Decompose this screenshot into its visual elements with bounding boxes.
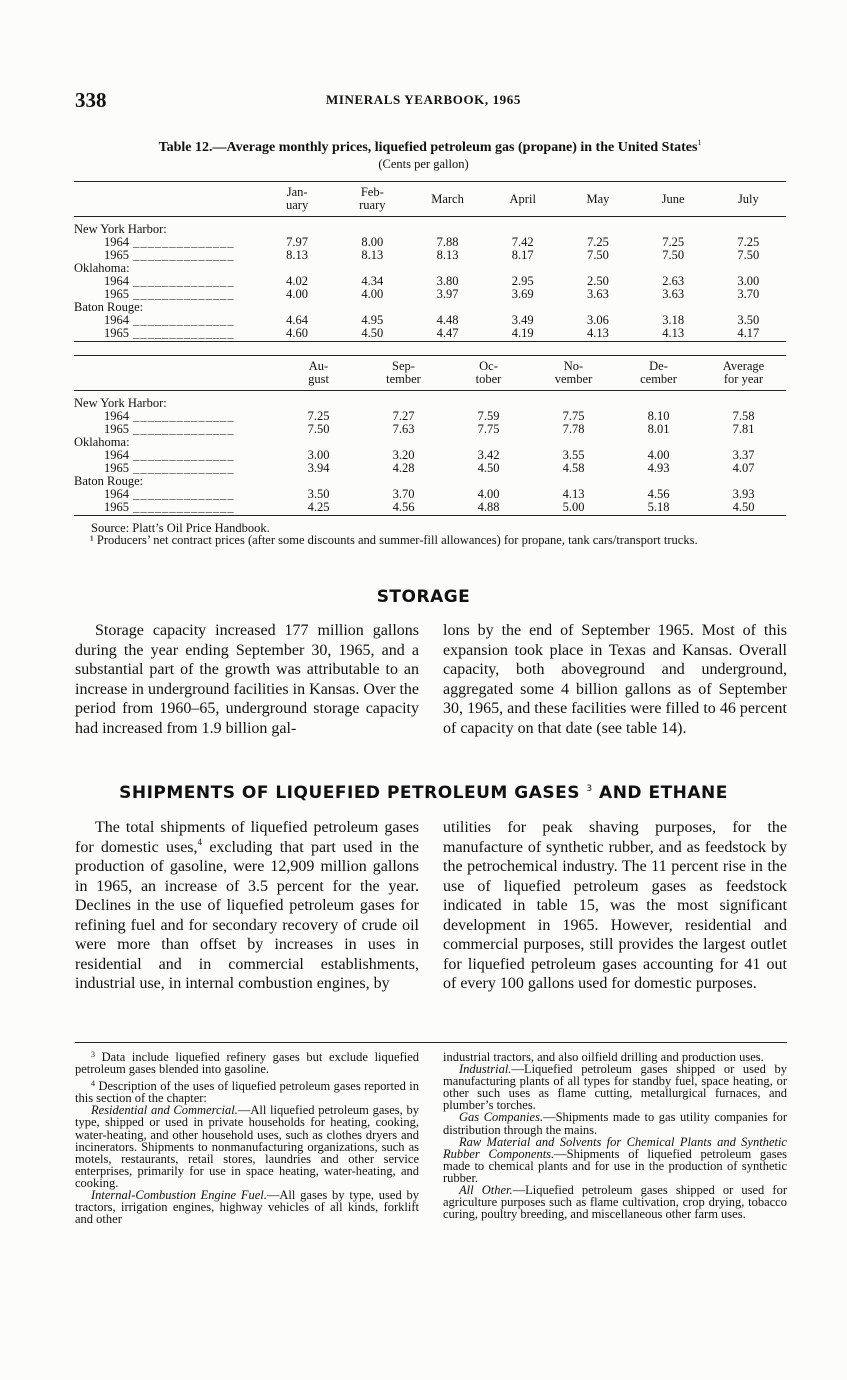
shipments-heading-text: SHIPMENTS OF LIQUEFIED PETROLEUM GASES	[119, 783, 580, 803]
footnote-4-text: Description of the uses of liquefied petroleum gases reported in this section of the chapter:	[75, 1079, 419, 1106]
value-cell: 4.13	[636, 327, 711, 342]
value-cell: 4.95	[361, 313, 384, 327]
year-label: 1964	[104, 448, 129, 462]
value-cell: 8.17	[511, 248, 534, 262]
value-cell: 3.00	[307, 448, 330, 462]
column-header	[276, 356, 361, 391]
value-cell: 4.56	[647, 487, 670, 501]
value-cell: 3.80	[436, 274, 459, 288]
value-cell: 7.50	[586, 248, 609, 262]
footnote-industrial	[443, 1063, 787, 1111]
table-row	[74, 327, 786, 342]
column-header	[531, 356, 616, 391]
footnote-raw	[443, 1136, 787, 1184]
column-header-line: March	[431, 191, 464, 206]
column-header	[260, 182, 335, 217]
value-cell: 3.37	[732, 448, 755, 462]
value-cell: 8.13	[361, 248, 384, 262]
leader-dots: ______________	[129, 248, 235, 262]
value-cell: 7.50	[737, 248, 760, 262]
empty-cell	[636, 217, 711, 237]
table-title-text: Table 12.—Average monthly prices, liquefied petroleum gas (propane) in the United States	[158, 140, 698, 155]
leader-dots: ______________	[129, 274, 235, 288]
value-cell: 4.00	[477, 487, 500, 501]
value-cell: 4.34	[361, 274, 384, 288]
value-cell: 3.18	[662, 313, 685, 327]
table-subtitle: (Cents per gallon)	[378, 157, 469, 171]
leader-dots: ______________	[129, 500, 235, 514]
leader-dots: ______________	[129, 313, 235, 327]
column-header-line: June	[661, 191, 685, 206]
shipments-heading	[0, 783, 847, 803]
footnote-4	[75, 1080, 419, 1104]
value-cell: 7.25	[737, 235, 760, 249]
shipments-note-4: 4	[197, 836, 203, 847]
column-header-line: cember	[640, 372, 677, 386]
value-cell: 3.20	[392, 448, 415, 462]
value-cell: 3.63	[586, 287, 609, 301]
value-cell: 3.50	[307, 487, 330, 501]
leader-dots: ______________	[129, 235, 235, 249]
value-cell: 2.63	[662, 274, 685, 288]
column-header-line: ruary	[359, 198, 386, 212]
empty-cell	[616, 391, 701, 411]
column-header-line: uary	[286, 198, 309, 212]
group-label: Oklahoma:	[74, 435, 130, 449]
column-header	[616, 356, 701, 391]
year-label: 1965	[104, 422, 129, 436]
column-header-line: July	[737, 191, 759, 206]
value-cell: 8.13	[286, 248, 309, 262]
column-header	[711, 182, 786, 217]
engine-text: —All gases by type, used by tractors, irrigation engines, highway vehicles of all kinds, forklift and other	[75, 1188, 420, 1227]
value-cell: 4.13	[562, 487, 585, 501]
column-header-line: No-	[563, 359, 584, 373]
shipments-paragraph	[75, 818, 419, 994]
value-cell: 3.69	[511, 287, 534, 301]
year-label: 1965	[104, 326, 129, 340]
value-cell: 7.50	[662, 248, 685, 262]
empty-cell	[711, 217, 786, 237]
table-header-row	[74, 182, 786, 217]
value-cell: 3.94	[307, 461, 330, 475]
column-header-line: Jan-	[286, 185, 308, 199]
value-cell: 4.58	[562, 461, 585, 475]
storage-heading: STORAGE	[376, 587, 471, 607]
value-cell: 4.64	[286, 313, 309, 327]
column-header-line: Feb-	[360, 185, 384, 199]
year-label: 1965	[104, 461, 129, 475]
column-header	[560, 182, 635, 217]
value-cell: 4.00	[286, 287, 309, 301]
table-row	[74, 249, 786, 262]
column-header-line: Sep-	[392, 359, 415, 373]
footnote-3-mark: 3	[91, 1050, 95, 1059]
column-header	[335, 182, 410, 217]
value-cell: 7.97	[286, 235, 309, 249]
footnote-engine	[75, 1189, 419, 1225]
value-cell: 4.60	[260, 327, 335, 342]
footnote-gas	[443, 1111, 787, 1135]
value-cell: 3.06	[586, 313, 609, 327]
value-cell: 3.93	[732, 487, 755, 501]
year-label: 1965	[104, 287, 129, 301]
column-header	[361, 356, 446, 391]
value-cell: 7.63	[392, 422, 415, 436]
stub-header	[74, 182, 260, 217]
footnote-3-text: Data include liquefied refinery gases but exclude liquefied petroleum gases blended into gasoline.	[75, 1050, 419, 1077]
table-header-row	[74, 356, 786, 391]
value-cell: 7.78	[562, 422, 585, 436]
value-cell: 8.10	[647, 409, 670, 423]
value-cell: 7.88	[436, 235, 459, 249]
value-cell: 3.00	[737, 274, 760, 288]
value-cell: 4.56	[361, 501, 446, 516]
value-cell: 3.70	[737, 287, 760, 301]
gas-term: Gas Companies.	[459, 1110, 544, 1125]
column-header-line: vember	[554, 372, 593, 386]
empty-cell	[260, 217, 335, 237]
storage-column-left	[75, 621, 419, 738]
column-header-line: for year	[723, 372, 764, 386]
value-cell: 4.00	[647, 448, 670, 462]
footnotes-column-left	[75, 1051, 419, 1225]
column-header	[701, 356, 786, 391]
value-cell: 4.50	[477, 461, 500, 475]
value-cell: 7.59	[477, 409, 500, 423]
storage-paragraph: Storage capacity increased 177 million gallons during the year ending September 30, 1965, and a substantial part of the growth was attributable to an increase in underground facilities in Kansas. Over the period from 1960–65, underground storage capacity had increased from 1.9 billion gal-	[75, 622, 419, 737]
leader-dots: ______________	[129, 422, 235, 436]
column-header-line: April	[509, 191, 536, 206]
empty-cell	[485, 217, 560, 237]
column-header	[485, 182, 560, 217]
table-row	[74, 462, 786, 475]
column-header	[446, 356, 531, 391]
group-label: Oklahoma:	[74, 261, 130, 275]
footnote-engine-cont: industrial tractors, and also oilfield drilling and production uses.	[443, 1050, 764, 1064]
shipments-text-a: The total shipments of liquefied petroleum gases for domestic uses,	[75, 819, 419, 856]
group-label: New York Harbor:	[74, 222, 167, 236]
leader-dots: ______________	[129, 448, 235, 462]
shipments-column-left	[75, 818, 419, 994]
value-cell: 4.13	[560, 327, 635, 342]
year-label: 1964	[104, 313, 129, 327]
value-cell: 4.47	[410, 327, 485, 342]
value-cell: 4.25	[276, 501, 361, 516]
value-cell: 2.95	[511, 274, 534, 288]
value-cell: 3.55	[562, 448, 585, 462]
year-label: 1964	[104, 235, 129, 249]
value-cell: 7.25	[662, 235, 685, 249]
value-cell: 4.48	[436, 313, 459, 327]
column-header-line: Oc-	[479, 359, 498, 373]
table-title	[60, 138, 800, 156]
table-source: Source: Platt’s Oil Price Handbook.	[91, 521, 270, 535]
value-cell: 3.49	[511, 313, 534, 327]
footnote-other	[443, 1184, 787, 1220]
value-cell: 7.42	[511, 235, 534, 249]
storage-paragraph-cont: lons by the end of September 1965. Most of this expansion took place in Texas and Kansas. Overall capacity, both aboveground and underground, aggregated some 4 billion gallons as of September 30, 1965, and these facilities were filled to 46 percent of capacity on that date (see table 14).	[443, 622, 787, 737]
value-cell: 4.88	[446, 501, 531, 516]
value-cell: 4.19	[485, 327, 560, 342]
value-cell: 7.50	[307, 422, 330, 436]
page-number: 338	[75, 88, 107, 112]
column-header-line: Average	[722, 359, 765, 373]
column-header	[410, 182, 485, 217]
value-cell: 4.17	[711, 327, 786, 342]
year-cell	[74, 327, 260, 342]
footnote-rule	[75, 1042, 787, 1043]
empty-cell	[701, 391, 786, 411]
value-cell: 3.42	[477, 448, 500, 462]
value-cell: 7.58	[732, 409, 755, 423]
table-row	[74, 288, 786, 301]
value-cell: 7.25	[586, 235, 609, 249]
empty-cell	[560, 217, 635, 237]
empty-cell	[361, 391, 446, 411]
column-header-line: De-	[649, 359, 668, 373]
footnote-4-mark: 4	[91, 1079, 95, 1089]
other-text: —Liquefied petroleum gases shipped or used for agriculture purposes such as flame cultivation, crop drying, tobacco curing, poultry breeding, and miscellaneous other farm uses.	[443, 1183, 787, 1222]
table-footnote: ¹ Producers’ net contract prices (after some discounts and summer-fill allowances) for propane, tank cars/transport trucks.	[90, 533, 698, 547]
value-cell: 7.25	[307, 409, 330, 423]
column-header-line: tember	[386, 372, 421, 386]
column-header	[636, 182, 711, 217]
empty-cell	[410, 217, 485, 237]
footnotes-column-right	[443, 1051, 787, 1220]
leader-dots: ______________	[129, 326, 235, 340]
shipments-text-b: excluding that part used in the production of gasoline, were 12,909 million gallons in 1965, an increase of 3.5 percent for the year. Declines in the use of liquefied petroleum gases for refining fuel and for secondary recovery of crude oil were more than offset by increases in uses in residential and in commercial establishments, industrial use, in internal combustion engines, by	[75, 838, 420, 992]
industrial-text: —Liquefied petroleum gases shipped or used by manufacturing plants of all types for standby fuel, space heating, or other such uses as flame cutting, metallurgical furnaces, and plumber’s torches.	[443, 1062, 787, 1113]
value-cell: 8.13	[436, 248, 459, 262]
price-table-part1	[74, 181, 786, 342]
leader-dots: ______________	[129, 461, 235, 475]
empty-cell	[531, 391, 616, 411]
empty-cell	[446, 391, 531, 411]
industrial-term: Industrial.	[459, 1062, 512, 1077]
shipments-column-right	[443, 818, 787, 994]
leader-dots: ______________	[129, 487, 235, 501]
year-cell	[74, 501, 276, 516]
shipments-paragraph-cont: utilities for peak shaving purposes, for the manufacture of synthetic rubber, and as feedstock by the petrochemical industry. The 11 percent rise in the use of liquefied petroleum gases as feedstock indicated in table 15, was the most significant development in 1965. However, residential and commercial purposes, still provides the largest outlet for liquefied petroleum gases accounting for 41 out of every 100 gallons used for domestic purposes.	[443, 819, 787, 992]
year-label: 1965	[104, 500, 129, 514]
value-cell: 7.27	[392, 409, 415, 423]
value-cell: 4.07	[732, 461, 755, 475]
table-row	[74, 501, 786, 516]
value-cell: 3.97	[436, 287, 459, 301]
table-row	[74, 423, 786, 436]
year-label: 1964	[104, 409, 129, 423]
storage-column-right	[443, 621, 787, 738]
shipments-heading-note: 3	[586, 784, 593, 794]
value-cell: 5.18	[616, 501, 701, 516]
value-cell: 8.00	[361, 235, 384, 249]
value-cell: 7.75	[562, 409, 585, 423]
footnote-residential	[75, 1104, 419, 1189]
empty-cell	[276, 391, 361, 411]
engine-term: Internal-Combustion Engine Fuel.	[91, 1188, 267, 1203]
group-row	[74, 391, 786, 411]
stub-header	[74, 356, 276, 391]
table-title-note: 1	[697, 138, 702, 147]
price-table-part2	[74, 355, 786, 516]
value-cell: 4.50	[701, 501, 786, 516]
running-head: MINERALS YEARBOOK, 1965	[326, 92, 521, 107]
column-header-line: May	[586, 191, 610, 206]
residential-text: —All liquefied petroleum gases, by type, shipped or used in private households for heating, cooking, water-heating, and other household uses, such as clothes dryers and incinerators. Shipments to nonmanufacturing organizations, such as motels, restaurants, retail stores, laundries and other service enterprises, primarily for use in space heating, water-heating, and cooking.	[75, 1103, 419, 1190]
group-label: Baton Rouge:	[74, 474, 144, 488]
column-header-line: Au-	[308, 359, 329, 373]
value-cell: 4.93	[647, 461, 670, 475]
shipments-heading-text-end: AND ETHANE	[599, 783, 728, 803]
value-cell: 3.63	[662, 287, 685, 301]
value-cell: 8.01	[647, 422, 670, 436]
raw-text: —Shipments of liquefied petroleum gases made to chemical plants and for use in the production of synthetic rubber.	[443, 1146, 787, 1185]
value-cell: 7.81	[732, 422, 755, 436]
value-cell: 4.28	[392, 461, 415, 475]
gas-text: —Shipments made to gas utility companies for distribution through the mains.	[443, 1110, 787, 1137]
raw-term: Raw Material and Solvents for Chemical Plants and Synthetic Rubber Components.	[443, 1134, 787, 1161]
column-header-line: tober	[475, 372, 502, 386]
leader-dots: ______________	[129, 409, 235, 423]
year-label: 1964	[104, 274, 129, 288]
value-cell: 7.75	[477, 422, 500, 436]
value-cell: 3.50	[737, 313, 760, 327]
value-cell: 2.50	[586, 274, 609, 288]
group-label: Baton Rouge:	[74, 300, 144, 314]
column-header-line: gust	[308, 372, 329, 386]
value-cell: 4.00	[361, 287, 384, 301]
year-label: 1965	[104, 248, 129, 262]
empty-cell	[335, 217, 410, 237]
leader-dots: ______________	[129, 287, 235, 301]
residential-term: Residential and Commercial.	[91, 1103, 238, 1118]
value-cell: 4.50	[335, 327, 410, 342]
other-term: All Other.	[459, 1183, 513, 1198]
value-cell: 4.02	[286, 274, 309, 288]
year-label: 1964	[104, 487, 129, 501]
value-cell: 3.70	[392, 487, 415, 501]
value-cell: 5.00	[531, 501, 616, 516]
footnote-3	[75, 1051, 419, 1075]
group-label: New York Harbor:	[74, 396, 167, 410]
group-row	[74, 217, 786, 237]
